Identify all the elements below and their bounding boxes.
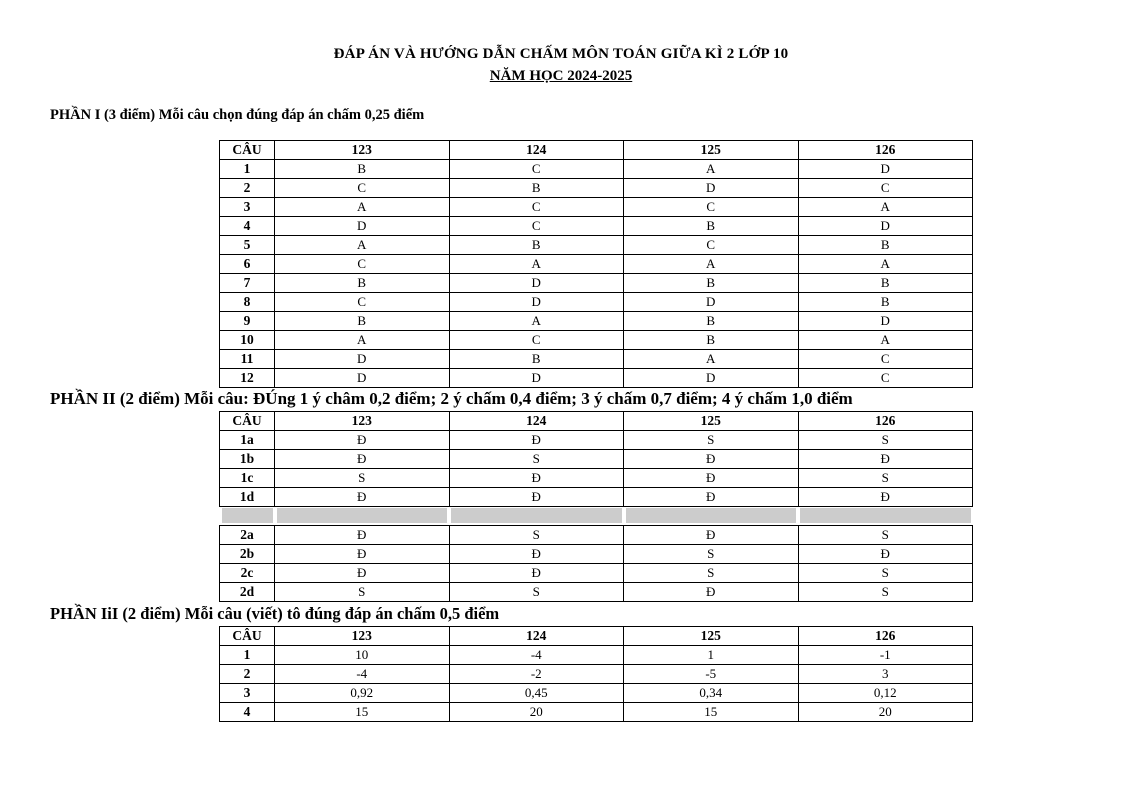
part3-answer-table (219, 626, 1122, 722)
answer-cell: C (798, 178, 973, 197)
answer-cell: B (798, 235, 973, 254)
document-title: ĐÁP ÁN VÀ HƯỚNG DẪN CHẤM MÔN TOÁN GIỮA KÌ 2 LỚP 10 (333, 46, 789, 62)
answer-cell: C (449, 159, 624, 178)
answer-cell: S (624, 563, 799, 582)
answer-row (220, 582, 973, 601)
answer-cell: Đ (449, 487, 624, 506)
part1-answer-table (219, 140, 1122, 388)
answer-cell: Đ (275, 544, 450, 563)
answer-cell: 0,92 (275, 684, 450, 703)
question-column-header: CÂU (220, 627, 275, 646)
spacer-cell (798, 506, 973, 525)
answer-cell: Đ (449, 544, 624, 563)
answer-cell: -2 (449, 665, 624, 684)
answer-cell: -5 (624, 665, 799, 684)
answer-row (220, 273, 973, 292)
answer-cell: Đ (275, 487, 450, 506)
answer-row (220, 368, 973, 387)
question-label: 10 (220, 330, 275, 349)
question-label: 3 (220, 197, 275, 216)
answer-cell: A (275, 235, 450, 254)
question-label: 1c (220, 468, 275, 487)
answer-cell: A (449, 254, 624, 273)
answer-cell: Đ (449, 468, 624, 487)
answer-row (220, 646, 973, 665)
answer-cell: 1 (624, 646, 799, 665)
answer-row (220, 468, 973, 487)
question-label: 2 (220, 665, 275, 684)
answer-cell: Đ (624, 468, 799, 487)
answer-row (220, 330, 973, 349)
answer-cell: D (275, 368, 450, 387)
exam-code-header: 125 (624, 140, 799, 159)
answer-cell: D (624, 368, 799, 387)
answer-cell: 20 (449, 703, 624, 722)
answer-cell: S (624, 544, 799, 563)
answer-row (220, 216, 973, 235)
answer-cell: S (798, 430, 973, 449)
answer-cell: S (798, 468, 973, 487)
answer-cell: S (798, 525, 973, 544)
answer-cell: 15 (624, 703, 799, 722)
answer-cell: C (275, 292, 450, 311)
answer-cell: C (624, 235, 799, 254)
answer-cell: B (275, 159, 450, 178)
question-label: 4 (220, 703, 275, 722)
question-label: 4 (220, 216, 275, 235)
answer-cell: B (798, 292, 973, 311)
header-row (220, 411, 973, 430)
part3-heading: PHẦN IiI (2 điểm) Mỗi câu (viết) tô đúng đáp án chấm 0,5 điểm (50, 603, 500, 623)
question-label: 9 (220, 311, 275, 330)
answer-row (220, 703, 973, 722)
exam-code-header: 123 (275, 627, 450, 646)
answer-row (220, 349, 973, 368)
answer-cell: A (449, 311, 624, 330)
question-label: 2b (220, 544, 275, 563)
answer-cell: 10 (275, 646, 450, 665)
question-column-header: CÂU (220, 140, 275, 159)
exam-code-header: 124 (449, 627, 624, 646)
answer-row (220, 430, 973, 449)
answer-cell: D (624, 178, 799, 197)
question-label: 1d (220, 487, 275, 506)
answer-cell: Đ (449, 430, 624, 449)
answer-cell: Đ (449, 563, 624, 582)
answer-cell: C (624, 197, 799, 216)
answer-cell: S (275, 582, 450, 601)
answer-cell: B (449, 235, 624, 254)
exam-code-header: 126 (798, 627, 973, 646)
answer-cell: 0,34 (624, 684, 799, 703)
answer-row (220, 235, 973, 254)
answer-cell: Đ (275, 449, 450, 468)
document-title-block (0, 0, 1122, 86)
question-label: 1a (220, 430, 275, 449)
answer-cell: S (449, 582, 624, 601)
answer-cell: Đ (624, 582, 799, 601)
answer-row (220, 487, 973, 506)
answer-cell: Đ (624, 449, 799, 468)
answer-row (220, 449, 973, 468)
part2-answer-table (219, 411, 1122, 602)
answer-table (219, 140, 973, 388)
spacer-row (220, 506, 973, 525)
spacer-cell (275, 506, 450, 525)
part2-heading: PHẦN II (2 điểm) Mỗi câu: ĐÚng 1 ý châm 0,2 điểm; 2 ý chấm 0,4 điểm; 3 ý chấm 0,7 điểm; 4 ý chấm 1,0 điểm (50, 388, 853, 408)
question-label: 2c (220, 563, 275, 582)
answer-cell: A (275, 330, 450, 349)
answer-cell: Đ (798, 487, 973, 506)
answer-cell: C (449, 330, 624, 349)
answer-cell: D (275, 349, 450, 368)
answer-cell: B (624, 330, 799, 349)
answer-cell: S (798, 563, 973, 582)
answer-row (220, 563, 973, 582)
answer-cell: B (449, 178, 624, 197)
answer-cell: 15 (275, 703, 450, 722)
question-label: 1b (220, 449, 275, 468)
part1-heading: PHẦN I (3 điểm) Mỗi câu chọn đúng đáp án chấm 0,25 điểm (50, 107, 425, 123)
question-label: 7 (220, 273, 275, 292)
answer-cell: B (624, 273, 799, 292)
question-label: 3 (220, 684, 275, 703)
answer-cell: S (624, 430, 799, 449)
question-label: 2a (220, 525, 275, 544)
answer-cell: S (275, 468, 450, 487)
answer-cell: -4 (275, 665, 450, 684)
answer-cell: A (624, 159, 799, 178)
answer-cell: A (624, 349, 799, 368)
answer-row (220, 525, 973, 544)
exam-code-header: 125 (624, 411, 799, 430)
answer-table (219, 411, 973, 602)
spacer-cell (624, 506, 799, 525)
question-label: 2 (220, 178, 275, 197)
answer-cell: C (798, 368, 973, 387)
answer-row (220, 178, 973, 197)
answer-cell: S (449, 449, 624, 468)
answer-cell: B (449, 349, 624, 368)
answer-cell: D (798, 216, 973, 235)
answer-cell: -4 (449, 646, 624, 665)
exam-code-header: 124 (449, 411, 624, 430)
question-column-header: CÂU (220, 411, 275, 430)
spacer-cell (220, 506, 275, 525)
answer-cell: 20 (798, 703, 973, 722)
answer-cell: D (449, 368, 624, 387)
question-label: 1 (220, 646, 275, 665)
answer-cell: Đ (798, 449, 973, 468)
question-label: 12 (220, 368, 275, 387)
answer-table (219, 626, 973, 722)
answer-cell: C (275, 254, 450, 273)
answer-cell: A (624, 254, 799, 273)
answer-cell: C (449, 197, 624, 216)
answer-cell: A (275, 197, 450, 216)
answer-cell: B (798, 273, 973, 292)
answer-cell: D (275, 216, 450, 235)
answer-cell: Đ (798, 544, 973, 563)
answer-row (220, 292, 973, 311)
spacer-cell (449, 506, 624, 525)
answer-cell: 0,45 (449, 684, 624, 703)
exam-code-header: 126 (798, 411, 973, 430)
answer-cell: S (798, 582, 973, 601)
exam-code-header: 123 (275, 411, 450, 430)
answer-cell: D (449, 273, 624, 292)
answer-cell: Đ (624, 525, 799, 544)
answer-cell: A (798, 254, 973, 273)
question-label: 2d (220, 582, 275, 601)
exam-code-header: 124 (449, 140, 624, 159)
document-subtitle: NĂM HỌC 2024-2025 (489, 67, 633, 84)
answer-row (220, 159, 973, 178)
answer-cell: A (798, 197, 973, 216)
answer-cell: C (449, 216, 624, 235)
answer-cell: Đ (275, 430, 450, 449)
answer-row (220, 197, 973, 216)
answer-cell: D (798, 159, 973, 178)
answer-cell: B (624, 216, 799, 235)
exam-code-header: 125 (624, 627, 799, 646)
answer-cell: D (798, 311, 973, 330)
answer-row (220, 665, 973, 684)
answer-cell: D (449, 292, 624, 311)
answer-row (220, 544, 973, 563)
answer-cell: Đ (275, 563, 450, 582)
answer-row (220, 684, 973, 703)
answer-cell: Đ (275, 525, 450, 544)
answer-cell: S (449, 525, 624, 544)
answer-row (220, 311, 973, 330)
answer-cell: B (275, 273, 450, 292)
exam-code-header: 123 (275, 140, 450, 159)
question-label: 5 (220, 235, 275, 254)
question-label: 1 (220, 159, 275, 178)
answer-cell: B (275, 311, 450, 330)
answer-cell: A (798, 330, 973, 349)
answer-cell: 3 (798, 665, 973, 684)
answer-cell: B (624, 311, 799, 330)
question-label: 8 (220, 292, 275, 311)
answer-cell: C (275, 178, 450, 197)
exam-code-header: 126 (798, 140, 973, 159)
answer-row (220, 254, 973, 273)
question-label: 11 (220, 349, 275, 368)
header-row (220, 140, 973, 159)
answer-cell: -1 (798, 646, 973, 665)
question-label: 6 (220, 254, 275, 273)
answer-cell: 0,12 (798, 684, 973, 703)
answer-cell: Đ (624, 487, 799, 506)
answer-cell: C (798, 349, 973, 368)
header-row (220, 627, 973, 646)
answer-cell: D (624, 292, 799, 311)
